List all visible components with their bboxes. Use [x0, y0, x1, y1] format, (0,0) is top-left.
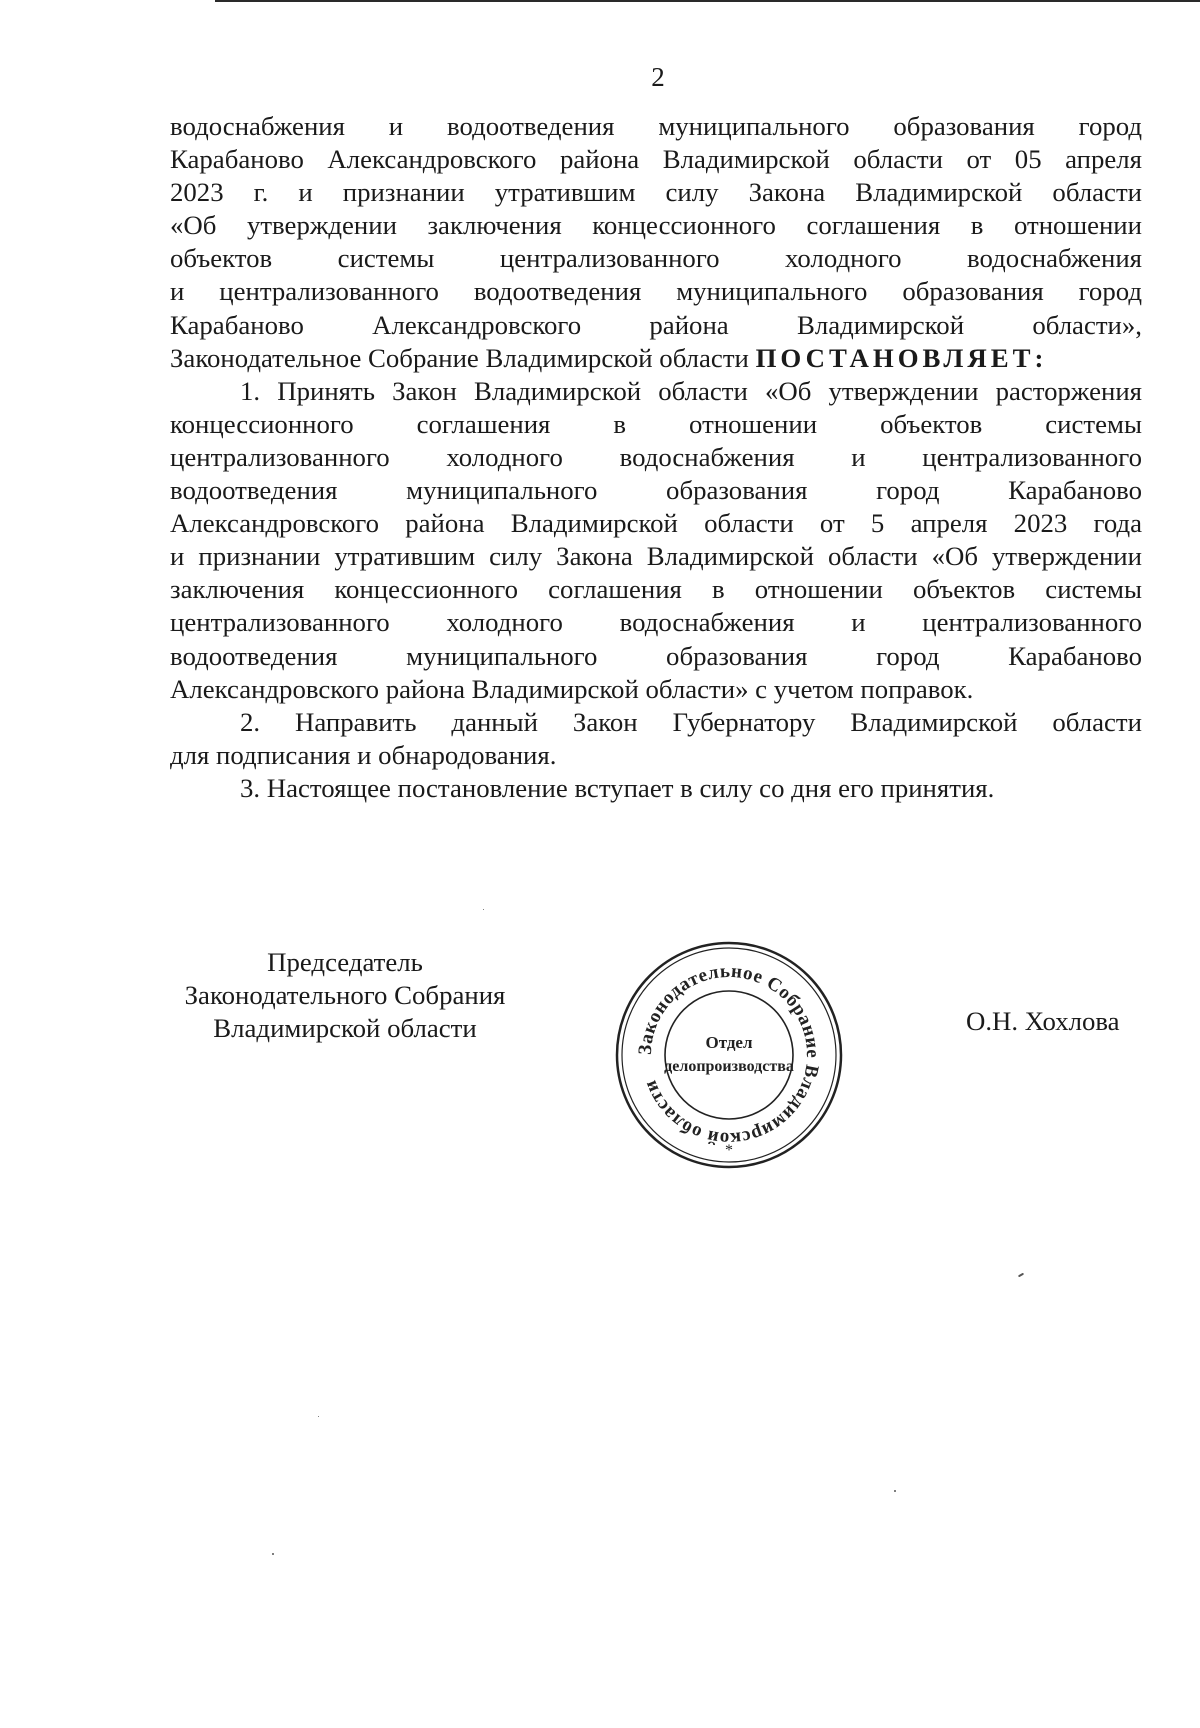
body-line: Карабаново Александровского района Владимирской области от 05 апреля	[170, 144, 1142, 175]
item-1-line: Александровского района Владимирской области» с учетом поправок.	[170, 673, 974, 704]
body-line: «Об утверждении заключения концессионного соглашения в отношении	[170, 210, 1142, 241]
item-2-line: для подписания и обнародования.	[170, 739, 557, 770]
scan-speck	[318, 1416, 319, 1417]
stamp-ring-text-path: Законодательное Собрание Владимирской области	[634, 960, 824, 1150]
scan-speck	[272, 1553, 274, 1555]
stamp-ring-text	[635, 961, 823, 1149]
top-rule	[215, 0, 1200, 2]
item-1-line: централизованного холодного водоснабжения и централизованного	[170, 607, 1142, 638]
chair-title-line: Законодательного Собрания	[184, 980, 506, 1010]
stamp-star: *	[725, 1142, 733, 1159]
item-2-line: 2. Направить данный Закон Губернатору Владимирской области	[240, 706, 1142, 737]
stamp-inner-ring	[665, 991, 793, 1119]
chair-title	[150, 946, 540, 1045]
scan-speck	[483, 909, 484, 910]
chair-title-line: Председатель	[267, 947, 423, 977]
body-line: Карабаново Александровского района Владимирской области»,	[170, 309, 1142, 340]
chair-title-line: Владимирской области	[213, 1013, 477, 1043]
stamp-center-line-1: Отдел	[705, 1033, 753, 1052]
item-1-line: 1. Принять Закон Владимирской области «Об утверждении расторжения	[240, 375, 1142, 406]
body-line: 2023 г. и признании утратившим силу Закона Владимирской области	[170, 177, 1142, 208]
item-1-line: централизованного холодного водоснабжения и централизованного	[170, 441, 1142, 472]
scan-speck	[894, 1490, 896, 1492]
page-number: 2	[651, 62, 665, 92]
body-line: и централизованного водоотведения муниципального образования город	[170, 276, 1142, 307]
scan-speck	[1018, 1273, 1024, 1278]
resolution-line	[170, 342, 1142, 375]
item-3-line: 3. Настоящее постановление вступает в силу со дня его принятия.	[240, 772, 995, 803]
resolution-text: Законодательное Собрание Владимирской области	[170, 342, 749, 373]
document-body	[170, 110, 1142, 805]
item-1-line: заключения концессионного соглашения в отношении объектов системы	[170, 574, 1142, 605]
body-line: объектов системы централизованного холодного водоснабжения	[170, 243, 1142, 274]
item-1-line: концессионного соглашения в отношении объектов системы	[170, 408, 1142, 439]
stamp-center-line-2: делопроизводства	[664, 1058, 794, 1075]
item-1-line: водоотведения муниципального образования город Карабаново	[170, 640, 1142, 671]
body-line: водоснабжения и водоотведения муниципального образования город	[170, 111, 1142, 141]
item-1-line: и признании утратившим силу Закона Владимирской области «Об утверждении	[170, 541, 1142, 572]
resolution-keyword: ПОСТАНОВЛЯЕТ:	[755, 342, 1048, 373]
item-1-line: Александровского района Владимирской области от 5 апреля 2023 года	[170, 508, 1142, 539]
signer-name: О.Н. Хохлова	[966, 1006, 1120, 1036]
official-stamp	[614, 940, 844, 1170]
item-1-line: водоотведения муниципального образования город Карабаново	[170, 475, 1142, 506]
signature-block	[0, 940, 1200, 1170]
